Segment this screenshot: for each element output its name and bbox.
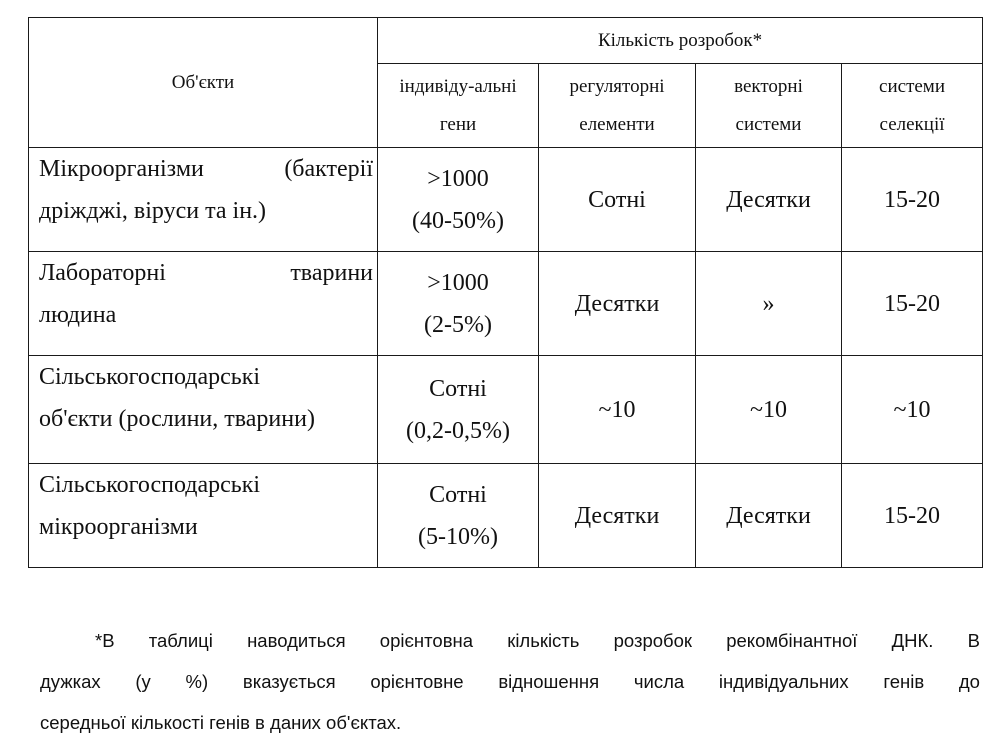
footnote-line xyxy=(40,661,980,702)
object-cell xyxy=(29,356,378,464)
vector-cell: Десятки xyxy=(696,464,842,568)
table-row xyxy=(29,148,983,252)
genes-value: >1000 xyxy=(427,269,489,296)
object-cell xyxy=(29,464,378,568)
footnote-word: індивідуальних xyxy=(718,671,849,692)
table-row xyxy=(29,252,983,356)
column-header-line: системи xyxy=(879,75,945,97)
objects-header: Об'єкти xyxy=(29,18,378,148)
object-name-line: Сільськогосподарські xyxy=(39,364,261,390)
footnote xyxy=(40,620,980,743)
footnote-word: таблиці xyxy=(148,630,213,651)
regulatory-cell: Десятки xyxy=(539,464,696,568)
footnote-word: ДНК. xyxy=(891,630,934,651)
object-cell xyxy=(29,252,378,356)
footnote-line xyxy=(40,620,980,661)
object-word: (бактерії xyxy=(284,156,373,182)
object-name-line: об'єкти (рослини, тварини) xyxy=(39,406,315,432)
header-row-1 xyxy=(29,18,983,64)
genes-cell xyxy=(378,148,539,252)
column-header-vector xyxy=(696,64,842,148)
footnote-word: наводиться xyxy=(247,630,346,651)
object-name-line xyxy=(39,252,373,294)
selection-cell: 15-20 xyxy=(842,148,983,252)
object-name-line: людина xyxy=(39,302,117,328)
selection-cell: 15-20 xyxy=(842,252,983,356)
object-name-line: Сільськогосподарські xyxy=(39,472,261,498)
column-header-regulatory xyxy=(539,64,696,148)
column-header-line: елементи xyxy=(579,113,655,135)
footnote-word: відношення xyxy=(498,671,600,692)
regulatory-cell: Сотні xyxy=(539,148,696,252)
regulatory-cell: Десятки xyxy=(539,252,696,356)
footnote-word: орієнтовна xyxy=(379,630,474,651)
object-cell xyxy=(29,148,378,252)
footnote-text: середньої кількості генів в даних об'єктах. xyxy=(40,712,402,733)
column-header-genes xyxy=(378,64,539,148)
column-header-line: регуляторні xyxy=(569,75,665,97)
footnote-word: вказується xyxy=(242,671,336,692)
footnote-word: В xyxy=(967,630,980,651)
genes-value: Сотні xyxy=(429,481,487,508)
footnote-line xyxy=(40,702,980,743)
genes-percent: (2-5%) xyxy=(424,311,492,338)
column-header-line: індивіду-альні xyxy=(399,75,517,97)
object-name-line: дріжджі, віруси та ін.) xyxy=(39,198,267,224)
object-name-line xyxy=(39,148,373,190)
selection-cell: 15-20 xyxy=(842,464,983,568)
footnote-word: орієнтовне xyxy=(370,671,464,692)
footnote-word: дужках xyxy=(40,671,101,692)
footnote-word: до xyxy=(958,671,980,692)
regulatory-cell: ~10 xyxy=(539,356,696,464)
genes-cell xyxy=(378,464,539,568)
vector-cell: » xyxy=(696,252,842,356)
table-row xyxy=(29,464,983,568)
column-header-line: векторні xyxy=(734,75,803,97)
footnote-word: числа xyxy=(633,671,685,692)
footnote-word: %) xyxy=(185,671,209,692)
group-header: Кількість розробок* xyxy=(378,18,983,64)
footnote-word: розробок xyxy=(613,630,693,651)
genes-value: >1000 xyxy=(427,165,489,192)
column-header-line: селекції xyxy=(879,113,945,135)
genes-cell xyxy=(378,252,539,356)
object-word: тварини xyxy=(290,260,373,286)
genes-percent: (0,2-0,5%) xyxy=(406,417,510,444)
footnote-word: генів xyxy=(883,671,925,692)
genes-percent: (40-50%) xyxy=(412,207,504,234)
vector-cell: ~10 xyxy=(696,356,842,464)
data-table xyxy=(28,17,983,568)
genes-percent: (5-10%) xyxy=(418,523,498,550)
footnote-word: *В xyxy=(95,630,115,651)
object-name-line: мікроорганізми xyxy=(39,514,198,540)
vector-cell: Десятки xyxy=(696,148,842,252)
footnote-word: кількість xyxy=(507,630,580,651)
object-word: Мікроорганізми xyxy=(39,156,204,182)
column-header-line: системи xyxy=(735,113,802,135)
footnote-word: рекомбінантної xyxy=(726,630,858,651)
footnote-word: (у xyxy=(135,671,151,692)
genes-value: Сотні xyxy=(429,375,487,402)
column-header-line: гени xyxy=(439,113,477,135)
genes-cell xyxy=(378,356,539,464)
selection-cell: ~10 xyxy=(842,356,983,464)
column-header-selection xyxy=(842,64,983,148)
object-word: Лабораторні xyxy=(39,260,166,286)
table-row xyxy=(29,356,983,464)
